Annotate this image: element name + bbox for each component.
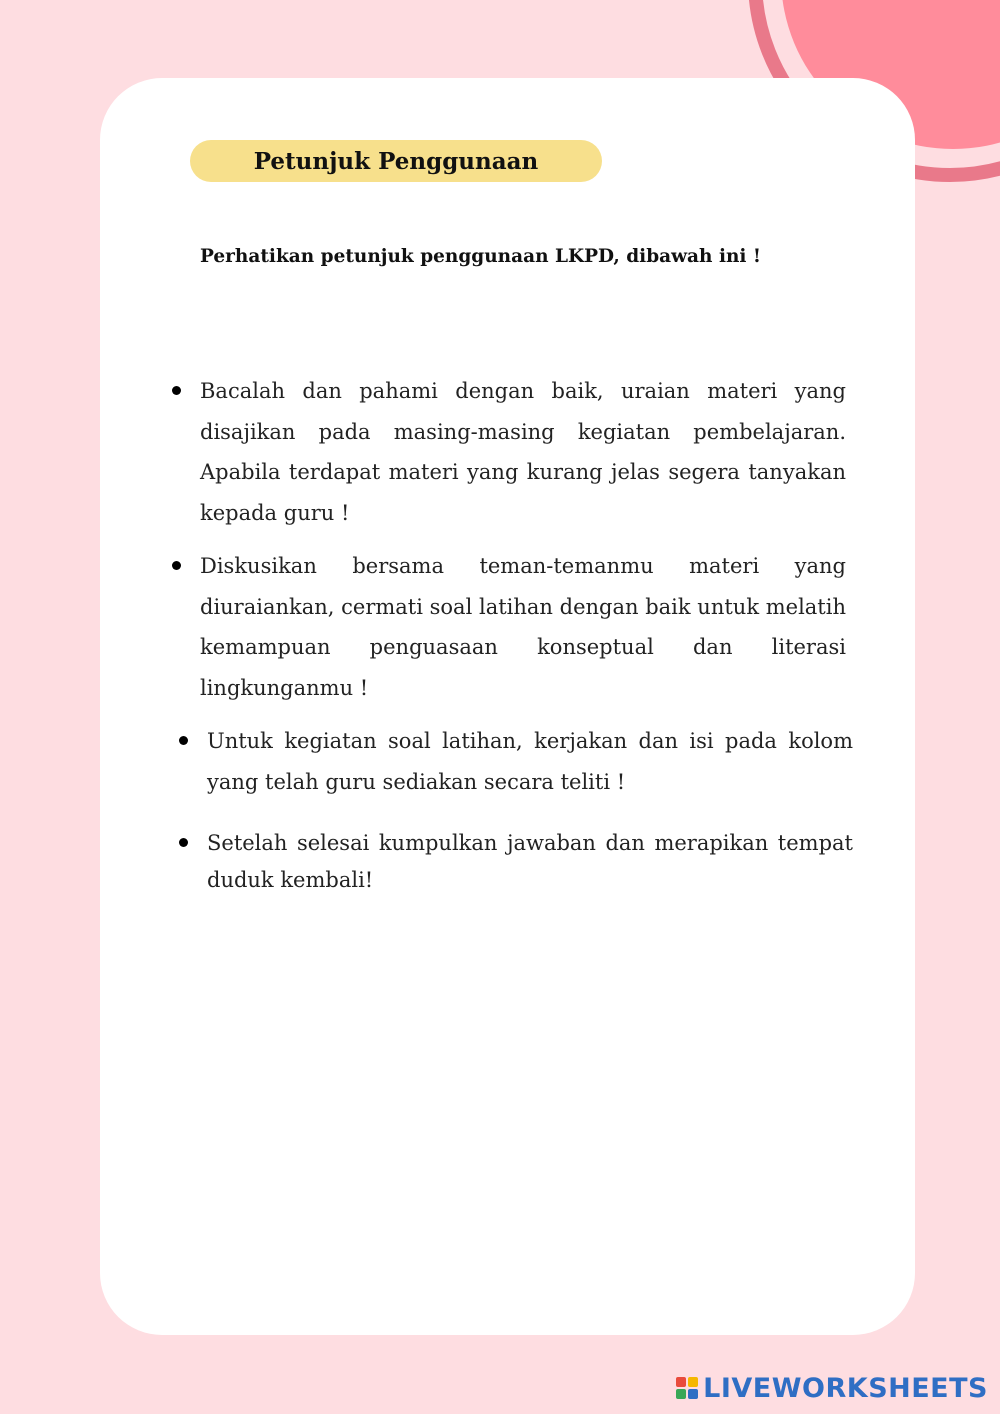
brand-name: LIVEWORKSHEETS	[703, 1372, 988, 1404]
list-item	[200, 371, 846, 533]
bullet-icon	[172, 561, 181, 570]
bullet-icon	[172, 386, 181, 395]
list-item	[207, 825, 853, 899]
content-card	[100, 78, 915, 1335]
bullet-icon	[179, 838, 188, 847]
list-item-text: Setelah selesai kumpulkan jawaban dan merapikan tempat duduk kembali!	[207, 831, 853, 892]
list-item-text: Bacalah dan pahami dengan baik, uraian materi yang disajikan pada masing-masing kegiatan pembelajaran. Apabila terdapat materi yang kurang jelas segera tanyakan kepada guru !	[200, 379, 846, 525]
list-item	[200, 546, 846, 708]
liveworksheets-logo[interactable]	[676, 1374, 988, 1402]
list-item	[207, 721, 853, 802]
page-title: Petunjuk Penggunaan	[190, 140, 602, 182]
bullet-icon	[179, 736, 188, 745]
list-item-text: Untuk kegiatan soal latihan, kerjakan dan isi pada kolom yang telah guru sediakan secara teliti !	[207, 729, 853, 794]
liveworksheets-icon	[676, 1377, 698, 1399]
instruction-text: Perhatikan petunjuk penggunaan LKPD, dibawah ini !	[200, 246, 762, 267]
list-item-text: Diskusikan bersama teman-temanmu materi yang diuraiankan, cermati soal latihan dengan baik untuk melatih kemampuan penguasaan konseptual dan literasi lingkunganmu !	[200, 554, 846, 700]
